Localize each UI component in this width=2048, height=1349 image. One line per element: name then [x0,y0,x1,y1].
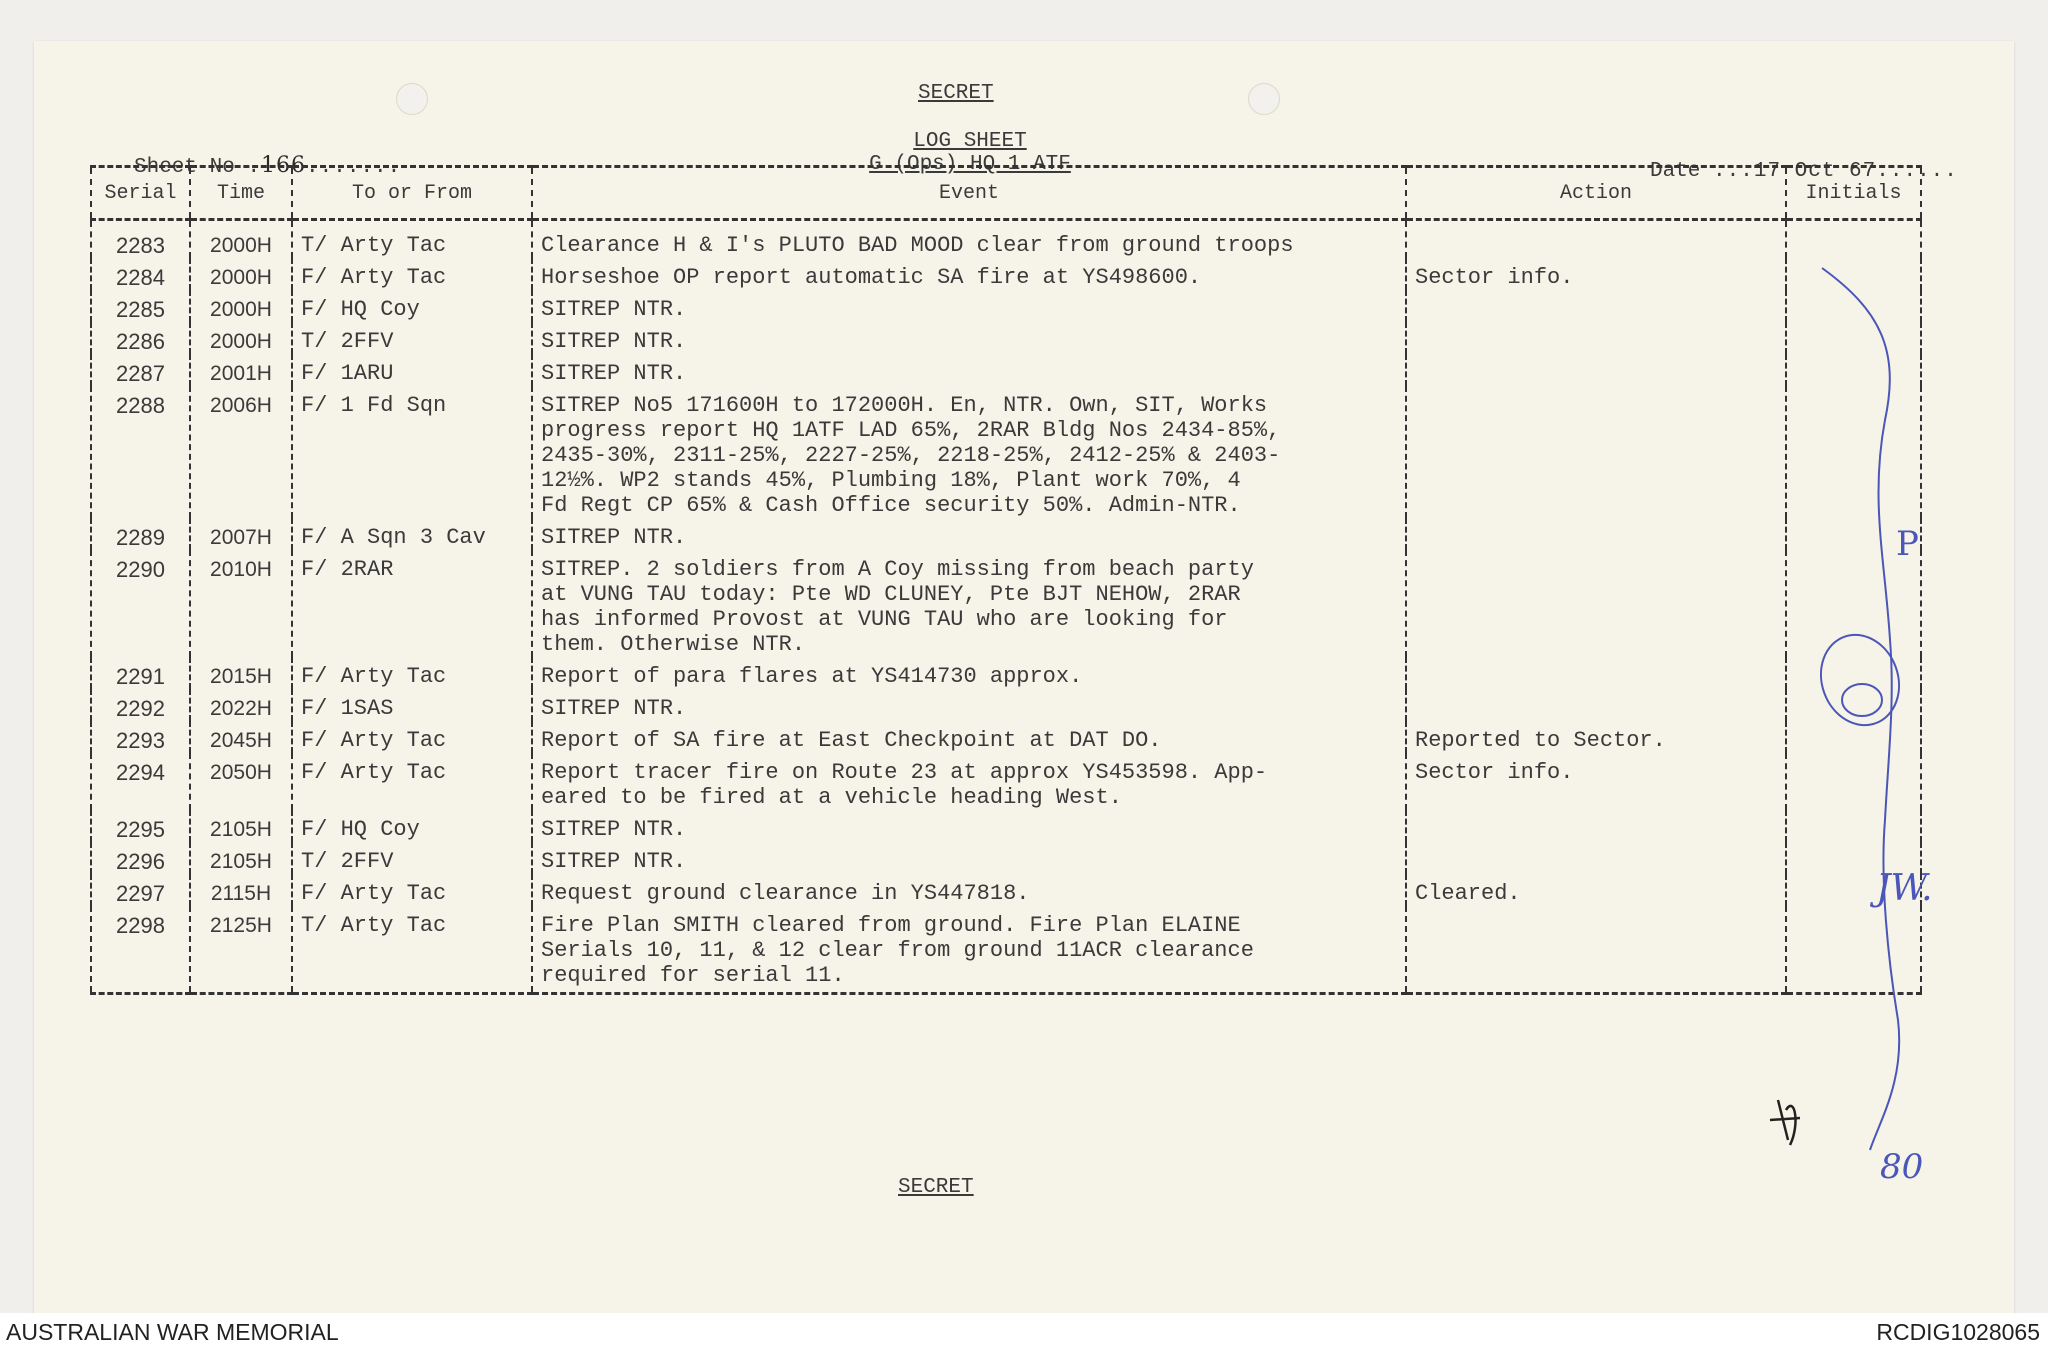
header-event: Event [532,167,1406,220]
cell-event: SITREP NTR. [532,689,1406,721]
cell-to-from: T/ 2FFV [292,322,532,354]
cell-to-from: F/ Arty Tac [292,258,532,290]
cell-time: 2000H [190,290,292,322]
cell-time: 2105H [190,842,292,874]
cell-to-from: T/ Arty Tac [292,220,532,259]
cell-event: SITREP. 2 soldiers from A Coy missing from beach party at VUNG TAU today: Pte WD CLUNEY, Pte BJT NEHOW, 2RAR has informed Provost at VUNG TAU who are looking for them. Otherwise NTR. [532,550,1406,657]
cell-time: 2045H [190,721,292,753]
cell-event: Clearance H & I's PLUTO BAD MOOD clear from ground troops [532,220,1406,259]
cell-event: SITREP NTR. [532,354,1406,386]
cell-action: Sector info. [1406,258,1786,290]
cell-to-from: F/ 1 Fd Sqn [292,386,532,518]
cell-to-from: F/ 2RAR [292,550,532,657]
header-initials: Initials [1786,167,1921,220]
footer-left-label: AUSTRALIAN WAR MEMORIAL [6,1319,339,1345]
cell-event: SITREP NTR. [532,290,1406,322]
cell-to-from: T/ Arty Tac [292,906,532,994]
cell-serial: 2292 [91,689,190,721]
cell-time: 2015H [190,657,292,689]
initials-scribble-circle [1809,624,1912,736]
cell-serial: 2288 [91,386,190,518]
cell-to-from: F/ HQ Coy [292,290,532,322]
classification-top: SECRET [918,82,994,105]
date-dots: ...17 Oct 67...... [1713,160,1958,183]
cell-to-from: F/ Arty Tac [292,753,532,810]
cell-serial: 2284 [91,258,190,290]
cell-to-from: T/ 2FFV [292,842,532,874]
cell-event: Report tracer fire on Route 23 at approx YS453598. App- eared to be fired at a vehicle heading West. [532,753,1406,810]
header-to-from: To or From [292,167,532,220]
cell-event: SITREP NTR. [532,518,1406,550]
cell-event: Report of para flares at YS414730 approx. [532,657,1406,689]
date-value: 17 Oct 67 [1753,160,1877,183]
cell-to-from: F/ 1ARU [292,354,532,386]
archive-footer [0,1313,2048,1349]
cell-to-from: F/ Arty Tac [292,657,532,689]
cell-event: SITREP NTR. [532,842,1406,874]
classification-bottom: SECRET [898,1176,974,1199]
cell-action: Cleared. [1406,874,1786,906]
cell-time: 2115H [190,874,292,906]
handwritten-initials-jw: JW. [1876,868,1933,909]
cell-time: 2000H [190,220,292,259]
cell-to-from: F/ Arty Tac [292,874,532,906]
header-action: Action [1406,167,1786,220]
cell-serial: 2296 [91,842,190,874]
cell-serial: 2287 [91,354,190,386]
cell-time: 2105H [190,810,292,842]
cell-time: 2006H [190,386,292,518]
cell-to-from: F/ 1SAS [292,689,532,721]
sheet-number-value: 166 [261,153,307,178]
cell-to-from: F/ A Sqn 3 Cav [292,518,532,550]
cell-event: SITREP NTR. [532,810,1406,842]
cell-serial: 2283 [91,220,190,259]
sheet-number-dots: .166....... [247,153,402,179]
cell-to-from: F/ HQ Coy [292,810,532,842]
cell-action: Sector info. [1406,753,1786,810]
initials-scribble-inner [1842,684,1882,716]
cell-serial: 2293 [91,721,190,753]
cell-time: 2000H [190,322,292,354]
sheet-number-label: Sheet No [134,156,235,179]
cell-time: 2050H [190,753,292,810]
cell-event: Fire Plan SMITH cleared from ground. Fire Plan ELAINE Serials 10, 11, & 12 clear from ground 11ACR clearance required for serial 11. [532,906,1406,994]
cell-to-from: F/ Arty Tac [292,721,532,753]
date-label: Date [1650,160,1701,183]
cell-event: Request ground clearance in YS447818. [532,874,1406,906]
cell-serial: 2290 [91,550,190,657]
cell-serial: 2289 [91,518,190,550]
cell-time: 2125H [190,906,292,994]
cell-serial: 2286 [91,322,190,354]
handwritten-page-number: 80 [1880,1147,1924,1187]
cell-event: SITREP NTR. [532,322,1406,354]
cell-time: 2007H [190,518,292,550]
cell-serial: 2291 [91,657,190,689]
cell-serial: 2298 [91,906,190,994]
cell-time: 2000H [190,258,292,290]
cell-time: 2010H [190,550,292,657]
cell-serial: 2294 [91,753,190,810]
action-signature-mark [1770,1100,1800,1145]
unit-name: G (Ops) HQ 1 ATF [869,153,1071,176]
cell-event: Report of SA fire at East Checkpoint at DAT DO. [532,721,1406,753]
cell-event: Horseshoe OP report automatic SA fire at YS498600. [532,258,1406,290]
cell-action: Reported to Sector. [1406,721,1786,753]
log-sheet-title: LOG SHEET [913,130,1027,153]
cell-event: SITREP No5 171600H to 172000H. En, NTR. Own, SIT, Works progress report HQ 1ATF LAD 65%, 2RAR Bldg Nos 2434-85%, 2435-30%, 2311-25%, 2227-25%, 2218-25%, 2412-25% & 2403- 12½%. WP2 stands 45%, Plumbing 18%, Plant work 70%, 4 Fd Regt CP 65% & Cash Office security 50%. Admin-NTR. [532,386,1406,518]
header-serial: Serial [91,167,190,220]
handwritten-initial-p: P [1896,524,1919,564]
header-time: Time [190,167,292,220]
cell-serial: 2297 [91,874,190,906]
footer-right-label: RCDIG1028065 [1876,1319,2040,1345]
cell-serial: 2295 [91,810,190,842]
cell-time: 2022H [190,689,292,721]
cell-time: 2001H [190,354,292,386]
cell-serial: 2285 [91,290,190,322]
